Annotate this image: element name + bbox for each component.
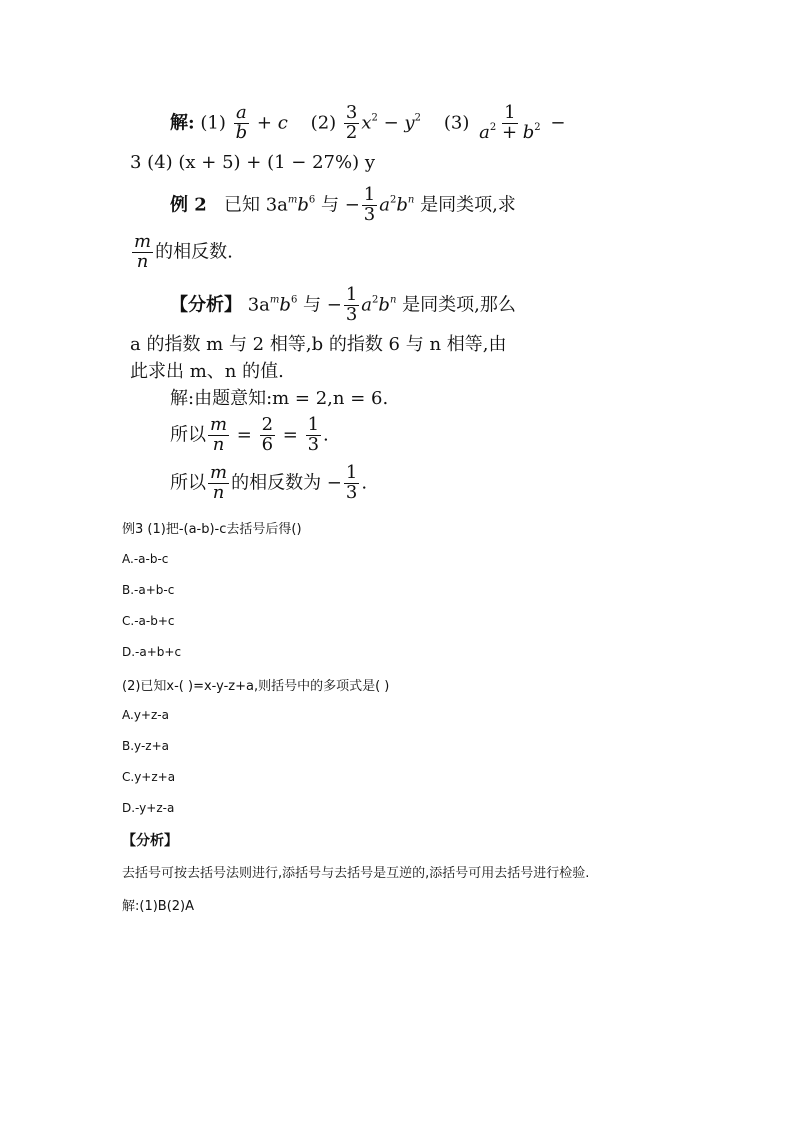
analysis-1-line-2: a 的指数 m 与 2 相等,b 的指数 6 与 n 相等,由 <box>130 334 507 355</box>
fraction-1-over-3: $\frac{1}{3}$ <box>363 184 376 225</box>
analysis-2-label: 【分析】 <box>122 833 178 849</box>
example-2-line-2: $\frac{m}{n}$ 的相反数. <box>134 231 233 272</box>
example-3-question-2: (2)已知x-( )=x-y-z+a,则括号中的多项式是( ) <box>122 679 390 694</box>
q2-option-b: B.y-z+a <box>122 739 169 753</box>
fraction-1-over-3: $\frac{1}{3}$ <box>345 462 358 503</box>
analysis-1-line-3: 此求出 m、n 的值. <box>130 361 284 382</box>
fraction-1-over-sum: $\frac{1}{a^2 + b^2}$ <box>479 102 541 143</box>
fraction-1-over-3: $\frac{1}{3}$ <box>345 284 358 325</box>
example-3-answer: 解:(1)B(2)A <box>122 899 195 914</box>
example-2-line-1: 例 2 已知 $3a^mb^6$ 与 − $\frac{1}{3}$ $a^2b^n$ 是同类项,求 <box>170 184 516 225</box>
fraction-3-over-2: $\frac{3}{2}$ <box>345 102 358 143</box>
q1-option-c: C.-a-b+c <box>122 614 175 628</box>
solution-2-line-3: 所以 $\frac{m}{n}$ 的相反数为 − $\frac{1}{3}$ . <box>170 462 368 503</box>
part-2-label: (2) <box>310 112 337 134</box>
term-plus-c: + c <box>256 112 288 134</box>
fraction-m-over-n: $\frac{m}{n}$ <box>210 414 228 455</box>
analysis-2-text: 去括号可按去括号法则进行,添括号与去括号是互逆的,添括号可用去括号进行检验. <box>122 866 590 881</box>
fraction-2-over-6: $\frac{2}{6}$ <box>261 414 274 455</box>
part-1-label: (1) <box>200 112 226 134</box>
q2-option-a: A.y+z-a <box>122 708 169 722</box>
fraction-a-over-b: $\frac{a}{b}$ <box>235 102 248 143</box>
analysis-label: 【分析】 <box>170 294 242 316</box>
solution-line-2: 3 (4) (x + 5) + (1 − 27%) y <box>130 152 376 173</box>
part-3-label: (3) <box>443 112 470 134</box>
fraction-m-over-n: $\frac{m}{n}$ <box>210 462 228 503</box>
q1-option-a: A.-a-b-c <box>122 552 169 566</box>
analysis-1-line-1: 【分析】 $3a^mb^6$ 与 − $\frac{1}{3}$ $a^2b^n$ 是同类项,那么 <box>170 284 516 325</box>
fraction-m-over-n: $\frac{m}{n}$ <box>134 231 152 272</box>
solution-2-line-2: 所以 $\frac{m}{n}$ = $\frac{2}{6}$ = $\frac{1}{3}$ . <box>170 414 329 455</box>
q1-option-d: D.-a+b+c <box>122 645 182 659</box>
q2-option-d: D.-y+z-a <box>122 801 175 815</box>
example-3-question-1: 例3 (1)把-(a-b)-c去括号后得() <box>122 522 302 537</box>
solution-2-line-1: 解:由题意知:m = 2,n = 6. <box>170 388 389 409</box>
solution-line-1: 解: (1) $\frac{a}{b}$ + c (2) $\frac{3}{2}$ $x^2 - y^2$ (3) $\frac{1}{a^2 + b^2}$ − <box>170 102 566 143</box>
q1-option-b: B.-a+b-c <box>122 583 175 597</box>
fraction-1-over-3: $\frac{1}{3}$ <box>307 414 320 455</box>
solution-lead: 解: <box>170 112 195 134</box>
q2-option-c: C.y+z+a <box>122 770 176 784</box>
example-2-label: 例 2 <box>170 194 207 216</box>
